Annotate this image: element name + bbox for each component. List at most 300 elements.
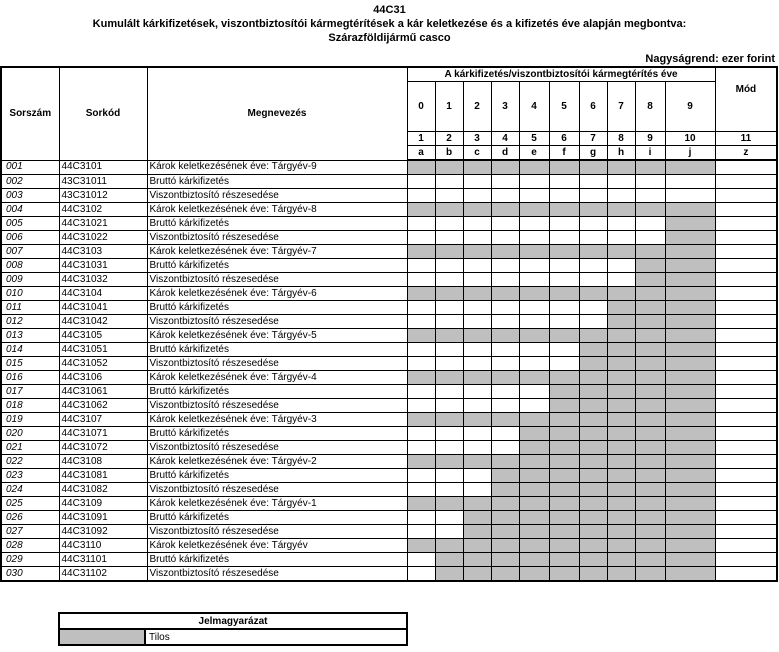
header-year-7: 7 bbox=[607, 82, 635, 132]
row-cell-mod bbox=[715, 511, 777, 525]
row-cell bbox=[635, 217, 665, 231]
row-megnevezes: Viszontbiztosító részesedése bbox=[147, 231, 407, 245]
row-cell bbox=[463, 357, 491, 371]
row-cell bbox=[665, 245, 715, 259]
row-cell bbox=[435, 245, 463, 259]
row-cell bbox=[519, 553, 549, 567]
row-cell bbox=[407, 511, 435, 525]
row-cell-mod bbox=[715, 217, 777, 231]
row-cell-mod bbox=[715, 371, 777, 385]
row-sorkod: 44C31101 bbox=[59, 553, 147, 567]
row-cell bbox=[491, 483, 519, 497]
row-cell bbox=[435, 217, 463, 231]
row-cell bbox=[407, 441, 435, 455]
row-cell bbox=[491, 203, 519, 217]
row-cell bbox=[407, 217, 435, 231]
row-megnevezes: Viszontbiztosító részesedése bbox=[147, 399, 407, 413]
row-cell bbox=[665, 175, 715, 189]
row-sorszam: 018 bbox=[1, 399, 59, 413]
table-row bbox=[1, 203, 777, 217]
row-cell bbox=[435, 455, 463, 469]
row-cell bbox=[519, 343, 549, 357]
row-cell bbox=[435, 441, 463, 455]
row-cell bbox=[463, 469, 491, 483]
row-cell bbox=[491, 567, 519, 582]
row-cell bbox=[491, 371, 519, 385]
row-cell bbox=[665, 371, 715, 385]
row-cell bbox=[607, 371, 635, 385]
row-cell-mod bbox=[715, 315, 777, 329]
row-cell-mod bbox=[715, 455, 777, 469]
row-cell bbox=[435, 259, 463, 273]
row-cell bbox=[549, 287, 579, 301]
legend-title: Jelmagyarázat bbox=[59, 613, 407, 629]
row-cell bbox=[491, 413, 519, 427]
row-sorszam: 009 bbox=[1, 273, 59, 287]
row-cell bbox=[463, 217, 491, 231]
row-cell bbox=[519, 175, 549, 189]
row-cell bbox=[579, 259, 607, 273]
header-colnum-4: 4 bbox=[491, 132, 519, 146]
row-cell bbox=[407, 371, 435, 385]
row-sorkod: 44C3109 bbox=[59, 497, 147, 511]
row-cell bbox=[491, 469, 519, 483]
row-sorszam: 025 bbox=[1, 497, 59, 511]
row-cell bbox=[665, 525, 715, 539]
header-colnum-10: 10 bbox=[665, 132, 715, 146]
row-cell bbox=[435, 399, 463, 413]
row-megnevezes: Bruttó kárkifizetés bbox=[147, 175, 407, 189]
row-cell bbox=[665, 287, 715, 301]
row-cell bbox=[519, 483, 549, 497]
row-cell bbox=[407, 483, 435, 497]
header-colnum-6: 6 bbox=[549, 132, 579, 146]
row-cell bbox=[407, 413, 435, 427]
row-cell-mod bbox=[715, 175, 777, 189]
row-cell-mod bbox=[715, 567, 777, 582]
row-cell bbox=[607, 231, 635, 245]
row-cell bbox=[463, 427, 491, 441]
row-megnevezes: Károk keletkezésének éve: Tárgyév-1 bbox=[147, 497, 407, 511]
row-cell bbox=[549, 469, 579, 483]
row-sorkod: 44C3101 bbox=[59, 160, 147, 175]
row-cell bbox=[435, 413, 463, 427]
table-row bbox=[1, 441, 777, 455]
row-sorszam: 015 bbox=[1, 357, 59, 371]
row-cell bbox=[519, 539, 549, 553]
row-cell-mod bbox=[715, 245, 777, 259]
header-colletter-i: i bbox=[635, 146, 665, 161]
row-cell bbox=[579, 483, 607, 497]
row-cell bbox=[549, 259, 579, 273]
row-cell bbox=[635, 273, 665, 287]
table-row bbox=[1, 469, 777, 483]
row-cell bbox=[491, 259, 519, 273]
row-sorszam: 003 bbox=[1, 189, 59, 203]
table-row bbox=[1, 483, 777, 497]
row-sorszam: 027 bbox=[1, 525, 59, 539]
row-cell-mod bbox=[715, 259, 777, 273]
table-row bbox=[1, 160, 777, 175]
row-cell bbox=[519, 399, 549, 413]
row-cell bbox=[607, 203, 635, 217]
row-cell bbox=[491, 511, 519, 525]
row-cell bbox=[491, 315, 519, 329]
header-year-8: 8 bbox=[635, 82, 665, 132]
row-cell bbox=[607, 399, 635, 413]
header-colletter-b: b bbox=[435, 146, 463, 161]
row-cell bbox=[435, 525, 463, 539]
row-cell bbox=[549, 399, 579, 413]
row-sorkod: 44C31052 bbox=[59, 357, 147, 371]
row-cell bbox=[519, 203, 549, 217]
row-cell bbox=[463, 160, 491, 175]
header-colletter-g: g bbox=[579, 146, 607, 161]
row-cell bbox=[407, 525, 435, 539]
row-sorszam: 023 bbox=[1, 469, 59, 483]
row-cell bbox=[407, 245, 435, 259]
row-cell bbox=[463, 231, 491, 245]
legend-label-tilos: Tilos bbox=[145, 629, 407, 645]
row-cell-mod bbox=[715, 343, 777, 357]
row-cell bbox=[463, 399, 491, 413]
row-cell bbox=[407, 287, 435, 301]
row-cell bbox=[607, 259, 635, 273]
row-cell bbox=[607, 287, 635, 301]
header-colletter-d: d bbox=[491, 146, 519, 161]
row-sorszam: 002 bbox=[1, 175, 59, 189]
row-cell bbox=[635, 175, 665, 189]
table-row bbox=[1, 413, 777, 427]
row-sorszam: 012 bbox=[1, 315, 59, 329]
row-cell bbox=[635, 511, 665, 525]
row-cell bbox=[635, 525, 665, 539]
row-cell bbox=[463, 567, 491, 582]
row-cell bbox=[435, 287, 463, 301]
row-cell bbox=[435, 483, 463, 497]
header-sorkod: Sorkód bbox=[59, 67, 147, 160]
row-cell bbox=[607, 245, 635, 259]
row-sorszam: 005 bbox=[1, 217, 59, 231]
row-cell bbox=[519, 455, 549, 469]
row-cell bbox=[635, 315, 665, 329]
row-cell bbox=[607, 455, 635, 469]
row-cell bbox=[519, 469, 549, 483]
row-cell bbox=[607, 217, 635, 231]
row-sorkod: 44C31021 bbox=[59, 217, 147, 231]
row-cell bbox=[463, 483, 491, 497]
row-cell bbox=[407, 301, 435, 315]
row-cell-mod bbox=[715, 189, 777, 203]
row-cell bbox=[665, 315, 715, 329]
row-cell bbox=[607, 413, 635, 427]
table-row bbox=[1, 343, 777, 357]
row-cell bbox=[549, 483, 579, 497]
row-cell bbox=[607, 175, 635, 189]
header-year-6: 6 bbox=[579, 82, 607, 132]
row-cell bbox=[635, 343, 665, 357]
row-cell bbox=[635, 160, 665, 175]
row-sorkod: 44C31022 bbox=[59, 231, 147, 245]
header-colnum-1: 1 bbox=[407, 132, 435, 146]
row-cell-mod bbox=[715, 203, 777, 217]
table-row bbox=[1, 273, 777, 287]
row-megnevezes: Károk keletkezésének éve: Tárgyév-4 bbox=[147, 371, 407, 385]
table-row bbox=[1, 315, 777, 329]
row-cell bbox=[579, 160, 607, 175]
row-cell bbox=[579, 469, 607, 483]
row-cell bbox=[635, 399, 665, 413]
row-cell bbox=[607, 343, 635, 357]
row-cell bbox=[579, 525, 607, 539]
row-sorkod: 44C31081 bbox=[59, 469, 147, 483]
row-cell bbox=[435, 567, 463, 582]
row-cell-mod bbox=[715, 413, 777, 427]
row-sorkod: 44C3110 bbox=[59, 539, 147, 553]
row-cell bbox=[549, 567, 579, 582]
row-cell bbox=[491, 441, 519, 455]
row-cell bbox=[491, 329, 519, 343]
row-cell bbox=[463, 441, 491, 455]
table-row bbox=[1, 455, 777, 469]
row-cell bbox=[549, 385, 579, 399]
row-cell bbox=[491, 455, 519, 469]
row-sorszam: 016 bbox=[1, 371, 59, 385]
form-code: 44C31 bbox=[373, 4, 406, 16]
row-cell bbox=[607, 427, 635, 441]
row-cell bbox=[519, 189, 549, 203]
row-cell bbox=[549, 427, 579, 441]
table-row bbox=[1, 329, 777, 343]
row-sorszam: 021 bbox=[1, 441, 59, 455]
row-cell bbox=[635, 287, 665, 301]
row-cell bbox=[519, 441, 549, 455]
row-cell bbox=[579, 315, 607, 329]
row-cell bbox=[665, 343, 715, 357]
row-cell bbox=[407, 231, 435, 245]
row-cell bbox=[549, 203, 579, 217]
row-cell-mod bbox=[715, 287, 777, 301]
header-year-5: 5 bbox=[549, 82, 579, 132]
row-cell bbox=[635, 539, 665, 553]
row-cell bbox=[607, 301, 635, 315]
row-cell bbox=[607, 441, 635, 455]
row-cell-mod bbox=[715, 483, 777, 497]
row-cell bbox=[635, 553, 665, 567]
legend bbox=[58, 612, 408, 646]
row-cell bbox=[407, 273, 435, 287]
row-cell bbox=[407, 497, 435, 511]
row-sorszam: 011 bbox=[1, 301, 59, 315]
row-cell bbox=[665, 357, 715, 371]
row-sorszam: 024 bbox=[1, 483, 59, 497]
header-sorszam: Sorszám bbox=[1, 67, 59, 160]
row-cell bbox=[607, 329, 635, 343]
row-cell bbox=[665, 427, 715, 441]
row-cell bbox=[579, 399, 607, 413]
row-cell bbox=[549, 413, 579, 427]
row-cell bbox=[607, 483, 635, 497]
row-cell-mod bbox=[715, 273, 777, 287]
row-sorkod: 44C31032 bbox=[59, 273, 147, 287]
row-cell bbox=[519, 427, 549, 441]
row-cell bbox=[665, 231, 715, 245]
row-cell bbox=[665, 441, 715, 455]
row-cell bbox=[579, 357, 607, 371]
row-cell bbox=[549, 553, 579, 567]
row-megnevezes: Bruttó kárkifizetés bbox=[147, 343, 407, 357]
row-cell bbox=[549, 497, 579, 511]
row-cell bbox=[435, 385, 463, 399]
row-megnevezes: Bruttó kárkifizetés bbox=[147, 427, 407, 441]
row-cell-mod bbox=[715, 497, 777, 511]
row-cell bbox=[549, 525, 579, 539]
form-title: Kumulált kárkifizetések, viszontbiztosítói kármegtérítések a kár keletkezése és a kifizetés éve alapján megbontva: bbox=[92, 18, 687, 30]
row-cell bbox=[519, 259, 549, 273]
table-row bbox=[1, 175, 777, 189]
row-cell bbox=[607, 539, 635, 553]
header-colletter-a: a bbox=[407, 146, 435, 161]
unit-note: Nagyságrend: ezer forint bbox=[645, 53, 775, 65]
header-year-3: 3 bbox=[491, 82, 519, 132]
row-cell bbox=[519, 231, 549, 245]
row-cell bbox=[665, 567, 715, 582]
row-cell bbox=[519, 160, 549, 175]
row-cell bbox=[665, 301, 715, 315]
header-year-1: 1 bbox=[435, 82, 463, 132]
row-cell bbox=[463, 497, 491, 511]
row-cell bbox=[435, 343, 463, 357]
row-cell bbox=[491, 245, 519, 259]
row-cell bbox=[635, 497, 665, 511]
form-subtitle: Szárazföldijármű casco bbox=[328, 32, 451, 44]
header-colnum-2: 2 bbox=[435, 132, 463, 146]
row-cell bbox=[607, 160, 635, 175]
row-cell bbox=[665, 455, 715, 469]
row-cell bbox=[435, 203, 463, 217]
row-megnevezes: Bruttó kárkifizetés bbox=[147, 301, 407, 315]
row-cell bbox=[549, 160, 579, 175]
row-megnevezes: Károk keletkezésének éve: Tárgyév-8 bbox=[147, 203, 407, 217]
header-colletter-f: f bbox=[549, 146, 579, 161]
row-cell bbox=[463, 301, 491, 315]
row-cell bbox=[491, 525, 519, 539]
row-cell bbox=[549, 329, 579, 343]
row-cell bbox=[549, 217, 579, 231]
row-cell-mod bbox=[715, 231, 777, 245]
row-cell bbox=[491, 539, 519, 553]
row-cell bbox=[463, 315, 491, 329]
row-cell bbox=[665, 511, 715, 525]
row-cell bbox=[435, 511, 463, 525]
row-megnevezes: Viszontbiztosító részesedése bbox=[147, 525, 407, 539]
row-cell bbox=[579, 231, 607, 245]
header-colletter-z: z bbox=[715, 146, 777, 161]
row-sorkod: 44C31102 bbox=[59, 567, 147, 582]
row-sorszam: 029 bbox=[1, 553, 59, 567]
table-row bbox=[1, 231, 777, 245]
row-cell bbox=[579, 385, 607, 399]
row-cell bbox=[635, 357, 665, 371]
row-cell bbox=[435, 469, 463, 483]
row-cell bbox=[407, 259, 435, 273]
row-sorkod: 44C3105 bbox=[59, 329, 147, 343]
row-cell bbox=[491, 189, 519, 203]
row-sorszam: 030 bbox=[1, 567, 59, 582]
row-cell bbox=[607, 315, 635, 329]
row-sorszam: 004 bbox=[1, 203, 59, 217]
row-sorszam: 008 bbox=[1, 259, 59, 273]
row-cell bbox=[635, 469, 665, 483]
row-sorszam: 022 bbox=[1, 455, 59, 469]
row-cell bbox=[607, 525, 635, 539]
row-cell bbox=[635, 245, 665, 259]
row-cell bbox=[607, 497, 635, 511]
row-cell bbox=[491, 343, 519, 357]
row-cell bbox=[407, 553, 435, 567]
row-cell bbox=[665, 160, 715, 175]
row-cell bbox=[549, 231, 579, 245]
row-cell bbox=[491, 357, 519, 371]
row-cell bbox=[407, 357, 435, 371]
row-cell bbox=[435, 371, 463, 385]
row-cell bbox=[579, 413, 607, 427]
row-cell bbox=[519, 567, 549, 582]
row-cell bbox=[579, 189, 607, 203]
row-cell bbox=[635, 413, 665, 427]
row-megnevezes: Károk keletkezésének éve: Tárgyév-2 bbox=[147, 455, 407, 469]
row-cell-mod bbox=[715, 329, 777, 343]
row-cell bbox=[579, 441, 607, 455]
row-cell bbox=[579, 511, 607, 525]
row-cell bbox=[607, 273, 635, 287]
row-cell bbox=[463, 511, 491, 525]
row-cell bbox=[519, 511, 549, 525]
row-cell bbox=[435, 329, 463, 343]
table-row bbox=[1, 497, 777, 511]
row-cell bbox=[579, 217, 607, 231]
row-megnevezes: Károk keletkezésének éve: Tárgyév-5 bbox=[147, 329, 407, 343]
table-row bbox=[1, 245, 777, 259]
row-sorkod: 44C3102 bbox=[59, 203, 147, 217]
table-row bbox=[1, 371, 777, 385]
header-year-0: 0 bbox=[407, 82, 435, 132]
row-megnevezes: Viszontbiztosító részesedése bbox=[147, 483, 407, 497]
row-cell bbox=[463, 553, 491, 567]
row-cell bbox=[607, 567, 635, 582]
row-cell bbox=[665, 469, 715, 483]
row-sorkod: 44C3107 bbox=[59, 413, 147, 427]
row-cell bbox=[635, 385, 665, 399]
row-cell bbox=[491, 497, 519, 511]
row-cell bbox=[491, 427, 519, 441]
row-cell bbox=[435, 357, 463, 371]
row-cell bbox=[579, 287, 607, 301]
row-cell bbox=[407, 329, 435, 343]
row-cell bbox=[519, 497, 549, 511]
row-cell bbox=[407, 175, 435, 189]
row-cell bbox=[519, 217, 549, 231]
row-cell bbox=[579, 455, 607, 469]
row-cell bbox=[463, 273, 491, 287]
row-cell bbox=[635, 329, 665, 343]
row-cell bbox=[665, 385, 715, 399]
row-cell bbox=[519, 287, 549, 301]
row-cell bbox=[635, 203, 665, 217]
row-cell bbox=[665, 189, 715, 203]
row-cell bbox=[579, 203, 607, 217]
table-row bbox=[1, 287, 777, 301]
